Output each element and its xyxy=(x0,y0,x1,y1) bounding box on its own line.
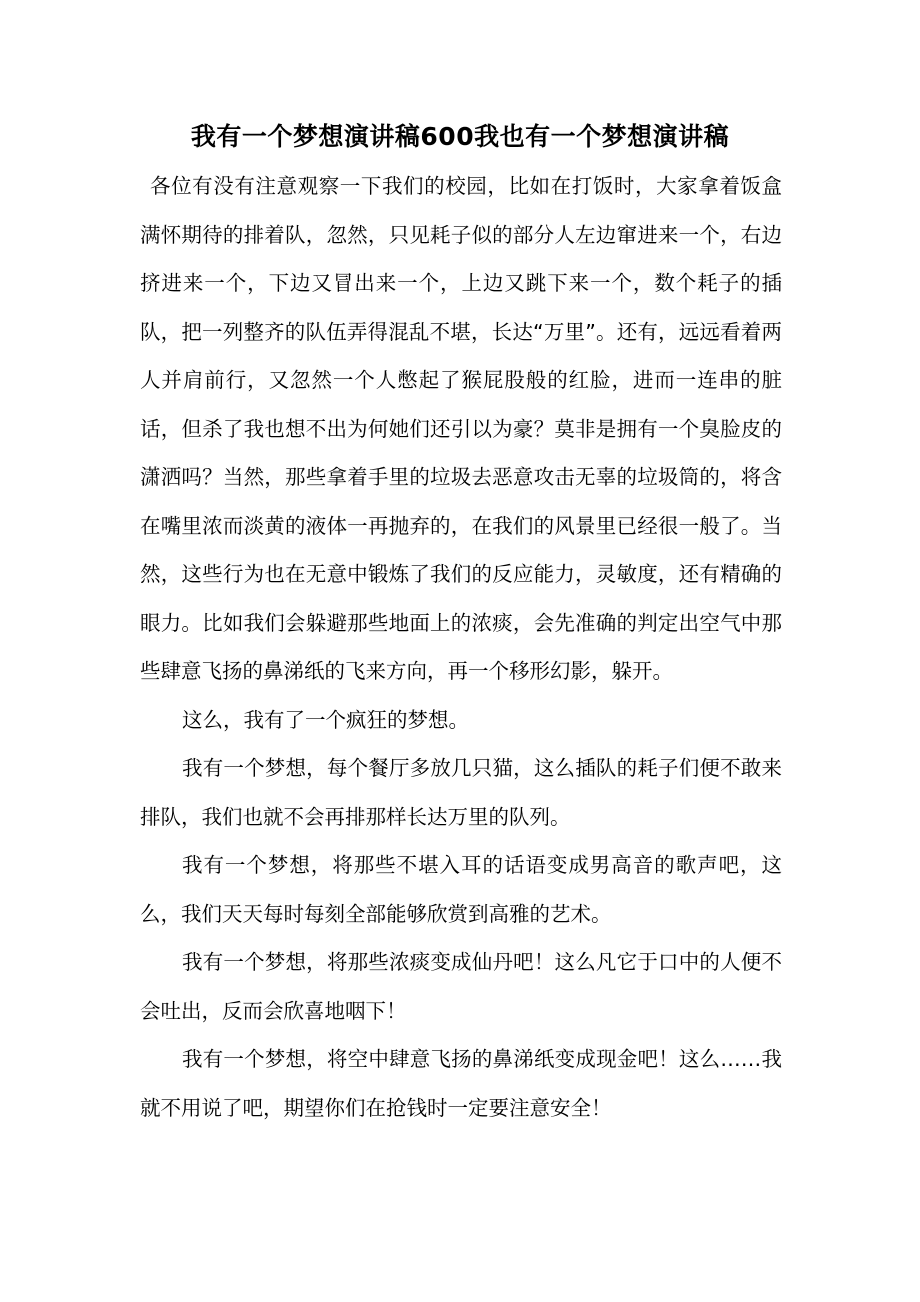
paragraph-2: 这么，我有了一个疯狂的梦想。 xyxy=(182,707,469,732)
paragraph-6: 我有一个梦想，将空中肆意飞扬的鼻涕纸变成现金吧！这么……我就不用说了吧，期望你们在抢钱时一定要注意安全！ xyxy=(140,1047,782,1120)
paragraph-5: 我有一个梦想，将那些浓痰变成仙丹吧！这么凡它于口中的人便不会吐出，反而会欣喜地咽下！ xyxy=(140,950,782,1023)
document-body xyxy=(140,162,782,1132)
document-title: 我有一个梦想演讲稿600我也有一个梦想演讲稿 xyxy=(190,122,730,151)
paragraph-4: 我有一个梦想，将那些不堪入耳的话语变成男高音的歌声吧，这么，我们天天每时每刻全部能够欣赏到高雅的艺术。 xyxy=(140,853,782,926)
paragraph-3: 我有一个梦想，每个餐厅多放几只猫，这么插队的耗子们便不敢来排队，我们也就不会再排那样长达万里的队列。 xyxy=(140,756,782,829)
paragraph-1: 各位有没有注意观察一下我们的校园，比如在打饭时，大家拿着饭盒满怀期待的排着队，忽然，只见耗子似的部分人左边窜进来一个，右边挤进来一个，下边又冒出来一个，上边又跳下来一个，数个耗子的插队，把一列整齐的队伍弄得混乱不堪，长达“万里”。还有，远远看着两人并肩前行，又忽然一个人憋起了猴屁股般的红脸，进而一连串的脏话，但杀了我也想不出为何她们还引以为豪？莫非是拥有一个臭脸皮的潇洒吗？当然，那些拿着手里的垃圾去恶意攻击无辜的垃圾筒的，将含在嘴里浓而淡黄的液体一再抛弃的，在我们的风景里已经很一般了。当然，这些行为也在无意中锻炼了我们的反应能力，灵敏度，还有精确的眼力。比如我们会躲避那些地面上的浓痰，会先准确的判定出空气中那些肆意飞扬的鼻涕纸的飞来方向，再一个移形幻影，躲开。 xyxy=(140,174,782,683)
